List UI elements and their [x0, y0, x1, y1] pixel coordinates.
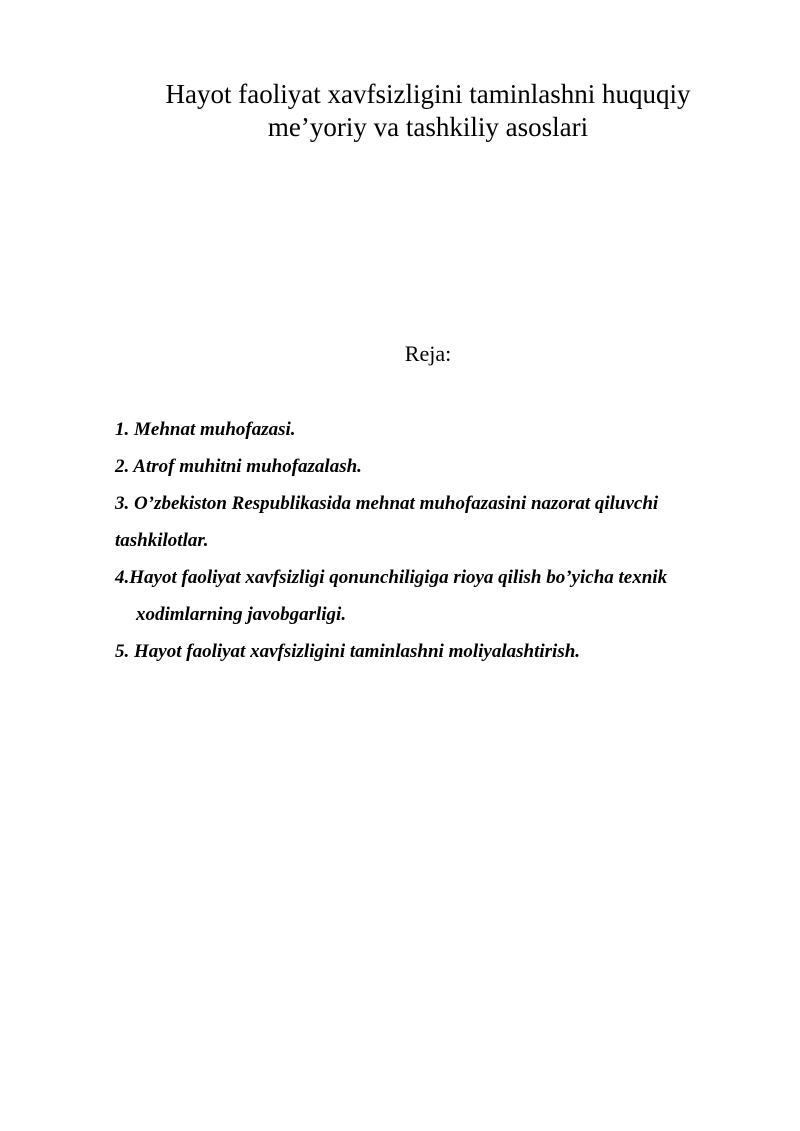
plan-item-5: 5. Hayot faoliyat xavfsizligini taminlashni moliyalashtirish. [115, 641, 581, 662]
plan-item-1: 1. Mehnat muhofazasi. [115, 419, 296, 440]
plan-list [115, 411, 755, 670]
plan-item-4: 4.Hayot faoliyat xavfsizligi qonunchiligiga rioya qilish bo’yicha texnik xodimlarning javobgarligi. [115, 567, 668, 625]
page-title [100, 78, 756, 144]
plan-item-2: 2. Atrof muhitni muhofazalash. [115, 456, 362, 477]
page-title-line-2: me’yoriy va tashkiliy asoslari [267, 112, 589, 142]
plan-item-3: 3. O’zbekiston Respublikasida mehnat muhofazasini nazorat qiluvchi tashkilotlar. [115, 493, 659, 551]
plan-heading: Reja: [404, 341, 452, 366]
page-title-line-1: Hayot faoliyat xavfsizligini taminlashni huquqiy [165, 79, 691, 109]
